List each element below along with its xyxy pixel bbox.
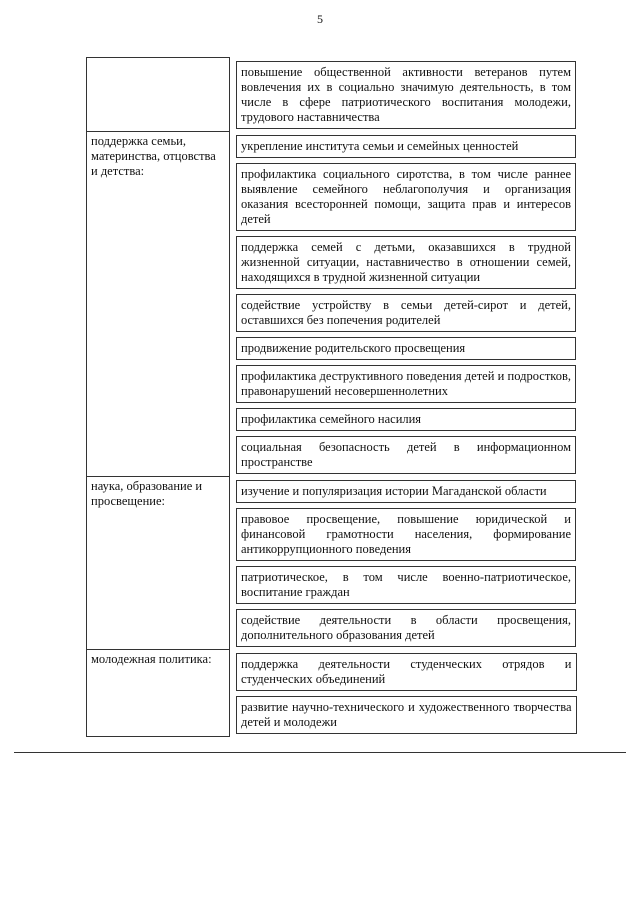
list-item: социальная безопасность детей в информационном пространстве: [236, 436, 576, 474]
activities-table: [86, 57, 579, 737]
list-item: правовое просвещение, повышение юридической и финансовой грамотности населения, формирование антикоррупционного поведения: [236, 508, 576, 561]
category-cell: наука, образование и просвещение:: [87, 477, 230, 650]
list-item: содействие устройству в семьи детей-сирот и детей, оставшихся без попечения родителей: [236, 294, 576, 332]
items-cell: [230, 477, 579, 650]
list-item: продвижение родительского просвещения: [236, 337, 576, 360]
list-item: содействие деятельности в области просвещения, дополнительного образования детей: [236, 609, 576, 647]
category-cell: поддержка семьи, материнства, отцовства и детства:: [87, 132, 230, 477]
footer-divider: [14, 752, 626, 753]
list-item: поддержка деятельности студенческих отрядов и студенческих объединений: [236, 653, 577, 691]
table-row: [87, 58, 579, 132]
list-item: патриотическое, в том числе военно-патриотическое, воспитание граждан: [236, 566, 576, 604]
items-cell: [230, 650, 579, 737]
list-item: профилактика деструктивного поведения детей и подростков, правонарушений несовершеннолетних: [236, 365, 576, 403]
table-row: [87, 477, 579, 650]
list-item: укрепление института семьи и семейных ценностей: [236, 135, 576, 158]
list-item: профилактика социального сиротства, в том числе раннее выявление семейного неблагополучия и организация оказания всесторонней помощи, защита прав и интересов детей: [236, 163, 576, 231]
page-number: 5: [317, 12, 323, 26]
category-cell: молодежная политика:: [87, 650, 230, 737]
list-item: повышение общественной активности ветеранов путем вовлечения их в социально значимую деятельность, в том числе в сфере патриотического воспитания молодежи, трудового наставничества: [236, 61, 576, 129]
list-item: поддержка семей с детьми, оказавшихся в трудной жизненной ситуации, наставничество в отношении семей, находящихся в трудной жизненной ситуации: [236, 236, 576, 289]
table-row: [87, 132, 579, 477]
items-cell: [230, 58, 579, 132]
list-item: развитие научно-технического и художественного творчества детей и молодежи: [236, 696, 577, 734]
items-cell: [230, 132, 579, 477]
table-row: [87, 650, 579, 737]
list-item: профилактика семейного насилия: [236, 408, 576, 431]
list-item: изучение и популяризация истории Магаданской области: [236, 480, 576, 503]
category-cell: [87, 58, 230, 132]
